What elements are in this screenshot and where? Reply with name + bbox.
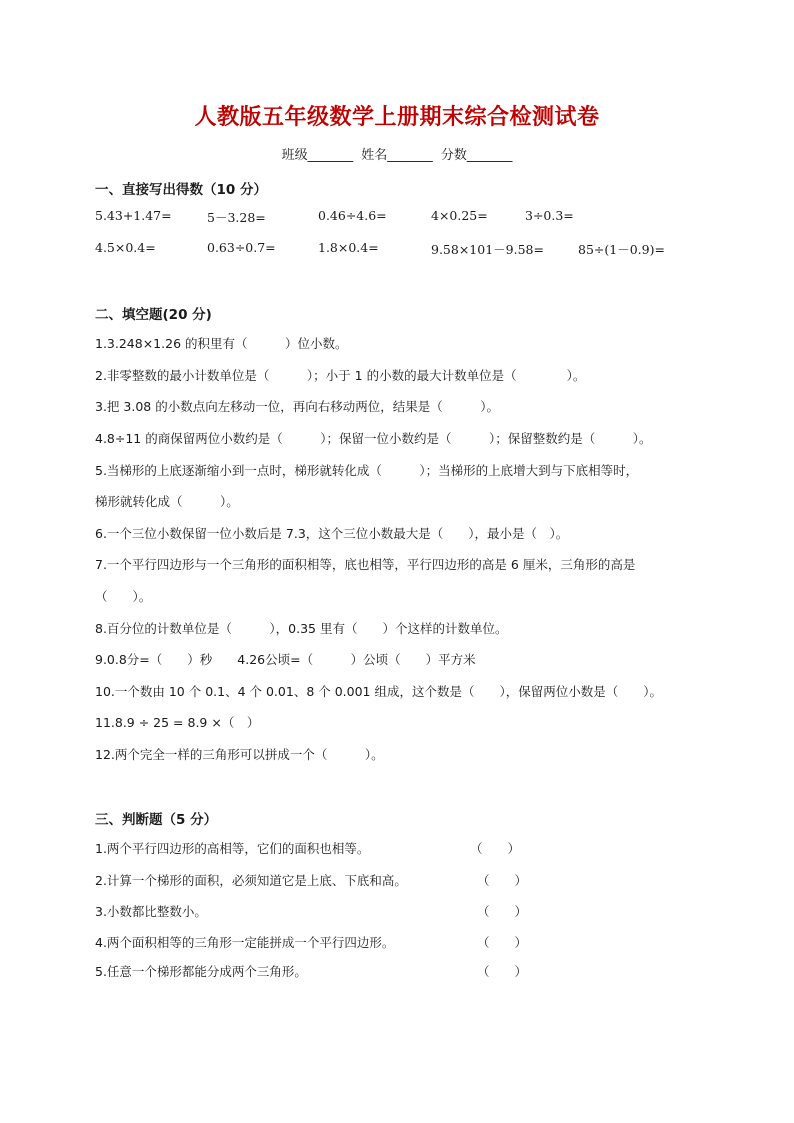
fill-item-7: 7.一个平行四边形与一个三角形的面积相等，底也相等，平行四边形的高是 6 厘米，三角形的高是 bbox=[95, 557, 636, 572]
calc-item: 5－3.28= bbox=[207, 210, 266, 225]
score-field[interactable]: 分数_______ bbox=[440, 148, 513, 163]
calc-item: 4.5×0.4= bbox=[95, 240, 156, 255]
judge-item-4: 4.两个面积相等的三角形一定能拼成一个平行四边形。 bbox=[95, 935, 395, 950]
calc-item: 0.46÷4.6= bbox=[318, 208, 387, 223]
calc-item: 9.58×101－9.58= bbox=[431, 242, 544, 257]
answer-paren[interactable]: （ ） bbox=[477, 904, 528, 919]
fill-item-12: 12.两个完全一样的三角形可以拼成一个（ ）。 bbox=[95, 747, 384, 762]
calc-item: 0.63÷0.7= bbox=[207, 240, 276, 255]
fill-item-2: 2.非零整数的最小计数单位是（ ）；小于 1 的小数的最大计数单位是（ ）。 bbox=[95, 368, 586, 383]
class-field[interactable]: 班级_______ bbox=[281, 148, 354, 163]
name-field[interactable]: 姓名_______ bbox=[361, 148, 433, 163]
judge-item-2: 2.计算一个梯形的面积，必须知道它是上底、下底和高。 bbox=[95, 873, 407, 888]
section1-heading: 一、直接写出得数（10 分） bbox=[95, 182, 267, 198]
page-title: 人教版五年级数学上册期末综合检测试卷 bbox=[194, 104, 600, 130]
answer-paren[interactable]: （ ） bbox=[477, 873, 528, 888]
answer-paren[interactable]: （ ） bbox=[477, 935, 528, 950]
calc-item: 1.8×0.4= bbox=[318, 240, 379, 255]
fill-item-11: 11.8.9 ÷ 25 = 8.9 ×（ ） bbox=[95, 715, 260, 730]
calc-item: 5.43+1.47= bbox=[95, 208, 172, 223]
fill-item-4: 4.8÷11 的商保留两位小数约是（ ）；保留一位小数约是（ ）；保留整数约是（ ）。 bbox=[95, 431, 652, 446]
fill-item-10: 10.一个数由 10 个 0.1、4 个 0.01、8 个 0.001 组成，这个数是（ ），保留两位小数是（ ）。 bbox=[95, 684, 662, 699]
section2-heading: 二、填空题(20 分) bbox=[95, 307, 212, 323]
answer-paren[interactable]: （ ） bbox=[477, 964, 528, 979]
calc-item: 85÷(1－0.9)= bbox=[578, 242, 665, 257]
fill-item-1: 1.3.248×1.26 的积里有（ ）位小数。 bbox=[95, 336, 348, 351]
calc-item: 4×0.25= bbox=[431, 208, 488, 223]
section3-heading: 三、判断题（5 分） bbox=[95, 812, 218, 828]
student-info bbox=[0, 144, 794, 163]
answer-paren[interactable]: （ ） bbox=[470, 841, 521, 856]
judge-item-1: 1.两个平行四边形的高相等，它们的面积也相等。 bbox=[95, 841, 370, 856]
fill-item-6: 6.一个三位小数保留一位小数后是 7.3，这个三位小数最大是（ ），最小是（ ）。 bbox=[95, 526, 569, 541]
fill-item-3: 3.把 3.08 的小数点向左移动一位，再向右移动两位，结果是（ ）。 bbox=[95, 399, 499, 414]
fill-item-8: 8.百分位的计数单位是（ ），0.35 里有（ ）个这样的计数单位。 bbox=[95, 621, 508, 636]
fill-item-5-cont: 梯形就转化成（ ）。 bbox=[95, 494, 239, 509]
fill-item-7-cont: （ ）。 bbox=[95, 589, 152, 604]
judge-item-3: 3.小数都比整数小。 bbox=[95, 904, 207, 919]
calc-item: 3÷0.3= bbox=[525, 208, 574, 223]
judge-item-5: 5.任意一个梯形都能分成两个三角形。 bbox=[95, 964, 307, 979]
fill-item-5: 5.当梯形的上底逐渐缩小到一点时，梯形就转化成（ ）；当梯形的上底增大到与下底相等时， bbox=[95, 463, 639, 478]
fill-item-9: 9.0.8分=（ ）秒 4.26公顷=（ ）公顷（ ）平方米 bbox=[95, 652, 476, 667]
